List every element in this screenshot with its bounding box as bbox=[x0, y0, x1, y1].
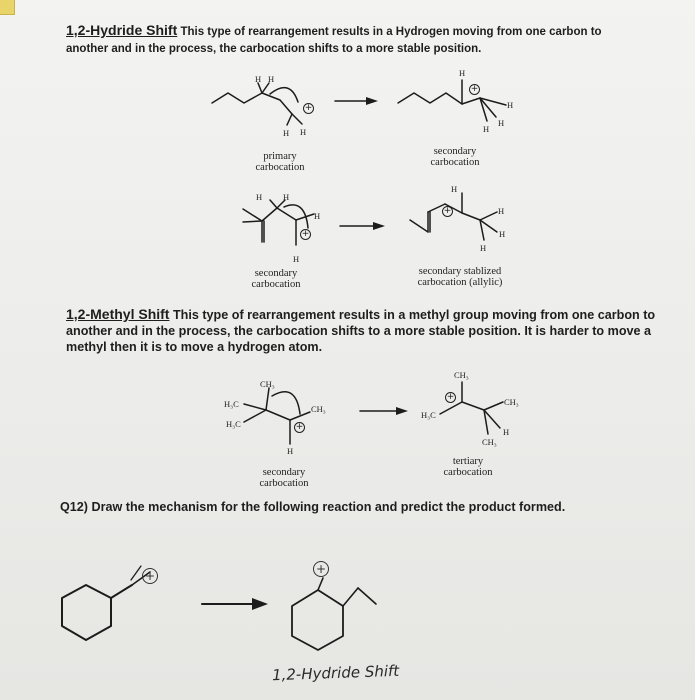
hydride-text-line2: another and in the process, the carbocation shifts to a more stable position. bbox=[66, 43, 482, 55]
atom-h3c: H₃C bbox=[226, 419, 241, 429]
carbocation-charge-icon: + bbox=[443, 206, 452, 216]
secondary-carbocation-label: secondary carbocation bbox=[251, 268, 301, 290]
atom-h: H bbox=[483, 124, 490, 134]
carbocation-charge-icon: + bbox=[470, 84, 479, 94]
atom-ch3: CH₃ bbox=[482, 437, 497, 447]
atom-h: H bbox=[503, 427, 510, 437]
atom-h: H bbox=[268, 74, 275, 84]
methyl-text-line2: another and in the process, the carbocation shifts to a more stable position. It is harder to move a bbox=[66, 324, 652, 338]
methyl-heading: 1,2-Methyl Shift bbox=[66, 306, 170, 322]
atom-h: H bbox=[498, 118, 505, 128]
atom-h: H bbox=[451, 184, 458, 194]
carbocation-charge-icon: + bbox=[304, 103, 313, 113]
secondary-carbocation-label: secondary carbocation bbox=[259, 467, 309, 489]
atom-ch3: CH₃ bbox=[311, 404, 326, 414]
atom-h: H bbox=[480, 243, 487, 253]
atom-ch3: CH₃ bbox=[504, 397, 519, 407]
primary-carbocation-label: primary carbocation bbox=[255, 151, 305, 173]
atom-ch3: CH₃ bbox=[260, 379, 275, 389]
secondary-carbocation-label: secondary carbocation bbox=[430, 146, 480, 168]
methyl-text-line3: methyl then it is to move a hydrogen atom. bbox=[66, 340, 323, 354]
atom-h: H bbox=[287, 446, 294, 456]
atom-h: H bbox=[283, 128, 290, 138]
carbocation-charge-icon: + bbox=[142, 568, 158, 584]
atom-h: H bbox=[507, 100, 514, 110]
atom-h: H bbox=[293, 254, 300, 264]
question-q12: Q12) Draw the mechanism for the following reaction and predict the product formed. bbox=[60, 500, 566, 514]
tertiary-carbocation-label: tertiary carbocation bbox=[443, 456, 493, 478]
atom-h: H bbox=[498, 206, 505, 216]
allylic-carbocation-label: secondary stablized carbocation (allylic) bbox=[417, 266, 503, 288]
atom-h: H bbox=[255, 74, 262, 84]
atom-h: H bbox=[499, 229, 506, 239]
methyl-text-line1: This type of rearrangement results in a methyl group moving from one carbon to bbox=[169, 308, 656, 322]
atom-h3c: H₃C bbox=[421, 410, 436, 420]
atom-ch3: CH₃ bbox=[454, 370, 469, 380]
atom-h: H bbox=[256, 192, 263, 202]
carbocation-charge-icon: + bbox=[446, 392, 455, 402]
atom-h: H bbox=[459, 68, 466, 78]
atom-h: H bbox=[314, 211, 321, 221]
atom-h3c: H₃C bbox=[224, 399, 239, 409]
carbocation-charge-icon: + bbox=[313, 561, 329, 577]
atom-h: H bbox=[283, 192, 290, 202]
hydride-text-line1: This type of rearrangement results in a Hydrogen moving from one carbon to bbox=[177, 26, 602, 38]
atom-h: H bbox=[300, 127, 307, 137]
hydride-heading: 1,2-Hydride Shift bbox=[66, 22, 178, 38]
carbocation-charge-icon: + bbox=[295, 422, 304, 432]
handwritten-note: 1,2-Hydride Shift bbox=[271, 661, 400, 685]
carbocation-charge-icon: + bbox=[301, 229, 310, 239]
